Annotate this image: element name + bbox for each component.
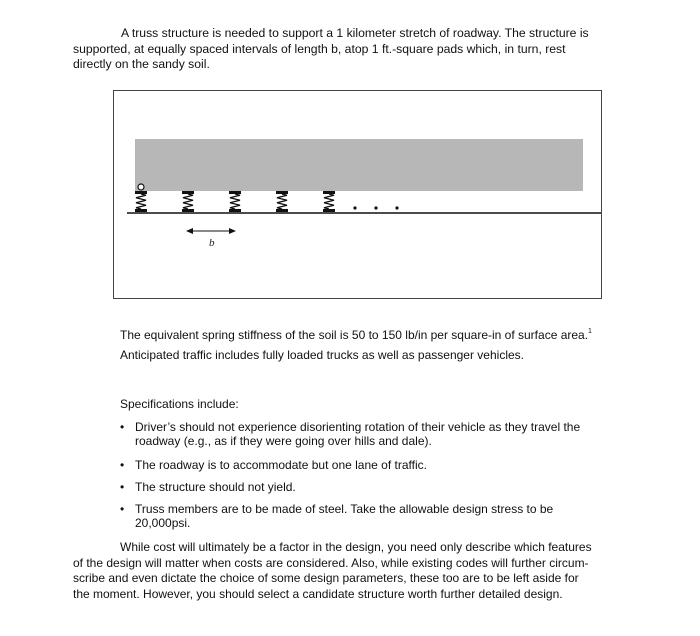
soil-stiffness-sentence: The equivalent spring stiffness of the soil is 50 to 150 lb/in per square-in of surface area.: [120, 328, 589, 342]
closing-line-1: While cost will ultimately be a factor in the design, you need only describe which features: [120, 540, 592, 554]
spring-support-5: [323, 191, 335, 212]
bullet-dot: •: [120, 502, 125, 516]
bullet-dot: •: [120, 458, 125, 472]
truss-support-figure: [113, 90, 602, 299]
intro-line-3: directly on the sandy soil.: [73, 57, 210, 71]
closing-paragraph: [73, 540, 643, 602]
support-pad: [276, 209, 288, 212]
support-cap: [135, 191, 147, 194]
footnote-marker: 1: [588, 328, 592, 335]
spec-item-2-line-1: The roadway is to accommodate but one lane of traffic.: [135, 458, 427, 472]
spring-support-2: [182, 191, 194, 212]
soil-stiffness-text: [120, 324, 592, 343]
bullet-dot: •: [120, 480, 125, 494]
intro-paragraph: [73, 26, 643, 73]
spring-coil: [277, 194, 287, 209]
closing-line-3: scribe and even dictate the choice of some design parameters, these too are to be left aside for: [73, 571, 579, 585]
spec-item-1-line-2: roadway (e.g., as if they were going over hills and dale).: [135, 434, 432, 448]
ellipsis-dot-3: [395, 206, 398, 209]
support-pad: [323, 209, 335, 212]
specs-heading: Specifications include:: [120, 397, 239, 411]
spring-coil: [183, 194, 193, 209]
support-diagram: [114, 91, 601, 298]
spacing-label-b: b: [209, 237, 215, 249]
closing-line-4: the moment. However, you should select a candidate structure worth further detailed design.: [73, 586, 563, 601]
closing-line-2: of the design will matter when costs are considered. Also, while existing codes will further circum-: [73, 555, 589, 570]
intro-line-1: A truss structure is needed to support a 1 kilometer stretch of roadway. The structure is: [121, 26, 589, 40]
spring-support-3: [229, 191, 241, 212]
support-cap: [229, 191, 241, 194]
spec-item-3-line-1: The structure should not yield.: [135, 480, 296, 494]
spring-coil: [324, 194, 334, 209]
bullet-dot: •: [120, 420, 125, 434]
spec-item-1-line-1: Driver’s should not experience disorienting rotation of their vehicle as they travel the: [135, 420, 581, 434]
spring-support-4: [276, 191, 288, 212]
support-cap: [276, 191, 288, 194]
support-cap: [323, 191, 335, 194]
ellipsis-dot-1: [353, 206, 356, 209]
intro-line-2: supported, at equally spaced intervals of length b, atop 1 ft.-square pads which, in turn, rest: [73, 41, 566, 56]
ellipsis-dots: [353, 206, 398, 209]
spec-item-4-line-2: 20,000psi.: [135, 516, 191, 530]
roadway-deck: [135, 139, 583, 191]
spring-coil: [136, 194, 146, 209]
traffic-text: Anticipated traffic includes fully loaded trucks as well as passenger vehicles.: [120, 348, 524, 362]
ellipsis-dot-2: [374, 206, 377, 209]
spec-item-4-line-1: Truss members are to be made of steel. Take the allowable design stress to be: [135, 502, 554, 516]
spacing-dimension-arrow: [186, 228, 236, 234]
spring-coil: [230, 194, 240, 209]
pin-joint: [138, 184, 144, 190]
support-pad: [182, 209, 194, 212]
support-cap: [182, 191, 194, 194]
support-pad: [135, 209, 147, 212]
support-pad: [229, 209, 241, 212]
